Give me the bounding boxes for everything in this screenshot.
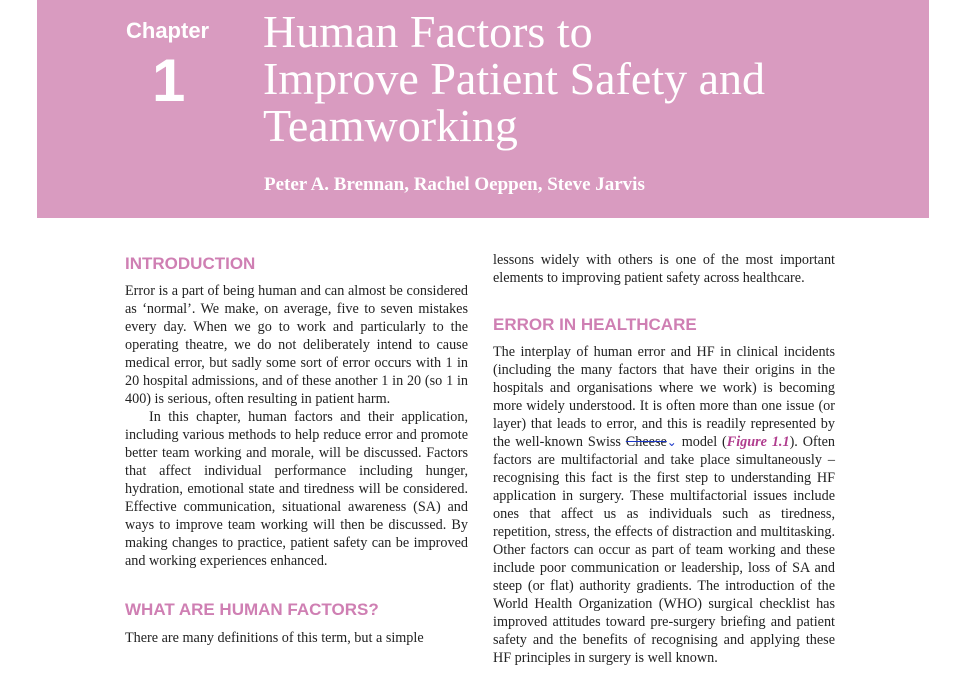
chapter-label: Chapter bbox=[126, 18, 210, 43]
insert-caret-icon: ⌄ bbox=[666, 435, 677, 449]
struck-word: Cheese bbox=[625, 434, 667, 450]
chapter-authors: Peter A. Brennan, Rachel Oeppen, Steve Jarvis bbox=[264, 174, 645, 195]
error-in-healthcare-heading: ERROR IN HEALTHCARE bbox=[493, 315, 697, 334]
figure-link[interactable]: Figure 1.1 bbox=[726, 434, 790, 450]
chapter-number: 1 bbox=[152, 47, 186, 114]
intro-paragraph-1: Error is a part of being human and can almost be considered as ‘normal’. We make, on average, five to seven mistakes every day. When we go to work and particularly to the operating theatre, we do not deliberately intend to cause medical error, but sadly some sort of error occurs with 1 in 20 hospital admissions, and of these another 1 in 20 (so 1 in 400) is serious, often resulting in patient harm. bbox=[125, 283, 468, 407]
human-factors-paragraph: There are many definitions of this term, but a simple bbox=[125, 630, 424, 646]
error-paragraph bbox=[493, 343, 835, 667]
title-line: Teamworking bbox=[263, 100, 518, 151]
right-column bbox=[493, 251, 835, 667]
chapter-title bbox=[263, 8, 913, 149]
introduction-heading: INTRODUCTION bbox=[125, 254, 256, 273]
error-text-a: The interplay of human error and HF in clinical incidents (including the many factors that have their origins in the hospitals and organisations where we work) is becoming more widely understood. It is often more than one issue (or layer) that leads to error, and this is readily represented by the well-known Swiss bbox=[493, 344, 835, 450]
human-factors-heading: WHAT ARE HUMAN FACTORS? bbox=[125, 600, 379, 619]
continued-paragraph: lessons widely with others is one of the most important elements to improving patient safety across healthcare. bbox=[493, 252, 835, 286]
intro-paragraph-2: In this chapter, human factors and their application, including various methods to help reduce error and promote better team working and morale, will be discussed. Factors that affect individual performance including hunger, hydration, emotional state and tiredness will be considered. Effective communication, situational awareness (SA) and ways to improve team working will then be discussed. By making changes to practice, patient safety can be improved and working experiences enhanced. bbox=[125, 409, 468, 569]
title-line: Improve Patient Safety and bbox=[263, 53, 766, 104]
error-text-c: ). Often factors are multifactorial and take place simultaneously – recognising this fact is the first step to understanding HF application in surgery. These multifactorial issues include ones that affect us as individuals such as tiredness, repetition, stress, the effects of distraction and multitasking. Other factors can occur as part of team working and these include poor communication or leadership, loss of SA and steep (or flat) authority gradients. The introduction of the World Health Organization (WHO) surgical checklist has improved attitudes toward pre-surgery briefing and patient safety and the benefits of recognising and applying these HF principles in surgery is well known. bbox=[493, 434, 835, 666]
error-text-b: model ( bbox=[681, 434, 727, 450]
left-column bbox=[125, 254, 468, 647]
title-line: Human Factors to bbox=[263, 6, 593, 57]
